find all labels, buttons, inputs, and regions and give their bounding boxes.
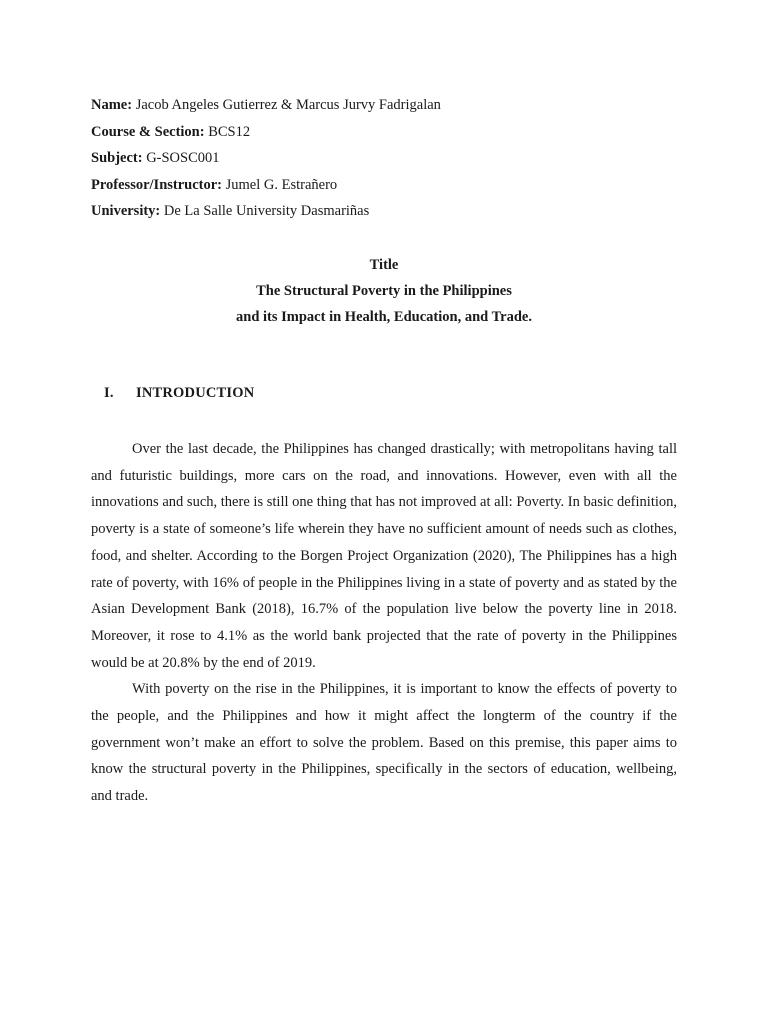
name-value: Jacob Angeles Gutierrez & Marcus Jurvy Fadrigalan bbox=[132, 97, 441, 113]
course-value: BCS12 bbox=[204, 123, 251, 140]
subject-label: Subject: bbox=[91, 150, 143, 166]
title-line-2: and its Impact in Health, Education, and Trade. bbox=[236, 309, 532, 325]
professor-line bbox=[91, 172, 441, 199]
title-block bbox=[0, 252, 768, 330]
university-line bbox=[91, 198, 441, 225]
name-label: Name: bbox=[91, 97, 133, 113]
course-label: Course & Section: bbox=[91, 123, 205, 140]
section-number: I. bbox=[104, 385, 114, 401]
paragraph: Over the last decade, the Philippines has changed drastically; with metropolitans having tall and futuristic buildings, more cars on the road, and innovations. However, even with all the innovations and such, there is still one thing that has not improved at all: Poverty. In basic definition, poverty is a state of someone’s life wherein they have no sufficient amount of needs such as clothes, food, and shelter. According to the Borgen Project Organization (2020), The Philippines has a high rate of poverty, with 16% of people in the Philippines living in a state of poverty and as stated by the Asian Development Bank (2018), 16.7% of the population live below the poverty line in 2018. Moreover, it rose to 4.1% as the world bank projected that the rate of poverty in the Philippines would be at 20.8% by the end of 2019. bbox=[91, 441, 677, 671]
title-label: Title bbox=[369, 257, 399, 273]
professor-value: Jumel G. Estrañero bbox=[222, 176, 338, 193]
introduction-body bbox=[91, 436, 677, 810]
professor-label: Professor/Instructor: bbox=[91, 176, 223, 193]
section-title: INTRODUCTION bbox=[136, 385, 255, 401]
university-value: De La Salle University Dasmariñas bbox=[160, 203, 370, 219]
subject-line bbox=[91, 145, 441, 172]
name-line bbox=[91, 92, 441, 119]
course-line bbox=[91, 119, 441, 146]
subject-value: G-SOSC001 bbox=[142, 150, 220, 166]
university-label: University: bbox=[91, 203, 161, 219]
paragraph: With poverty on the rise in the Philippines, it is important to know the effects of poverty to the people, and the Philippines and how it might affect the longterm of the country if the government won’t make an effort to solve the problem. Based on this premise, this paper aims to know the structural poverty in the Philippines, specifically in the sectors of education, wellbeing, and trade. bbox=[91, 681, 677, 805]
author-info-block bbox=[91, 92, 441, 225]
section-heading bbox=[104, 385, 254, 402]
title-line-1: The Structural Poverty in the Philippines bbox=[256, 283, 512, 299]
